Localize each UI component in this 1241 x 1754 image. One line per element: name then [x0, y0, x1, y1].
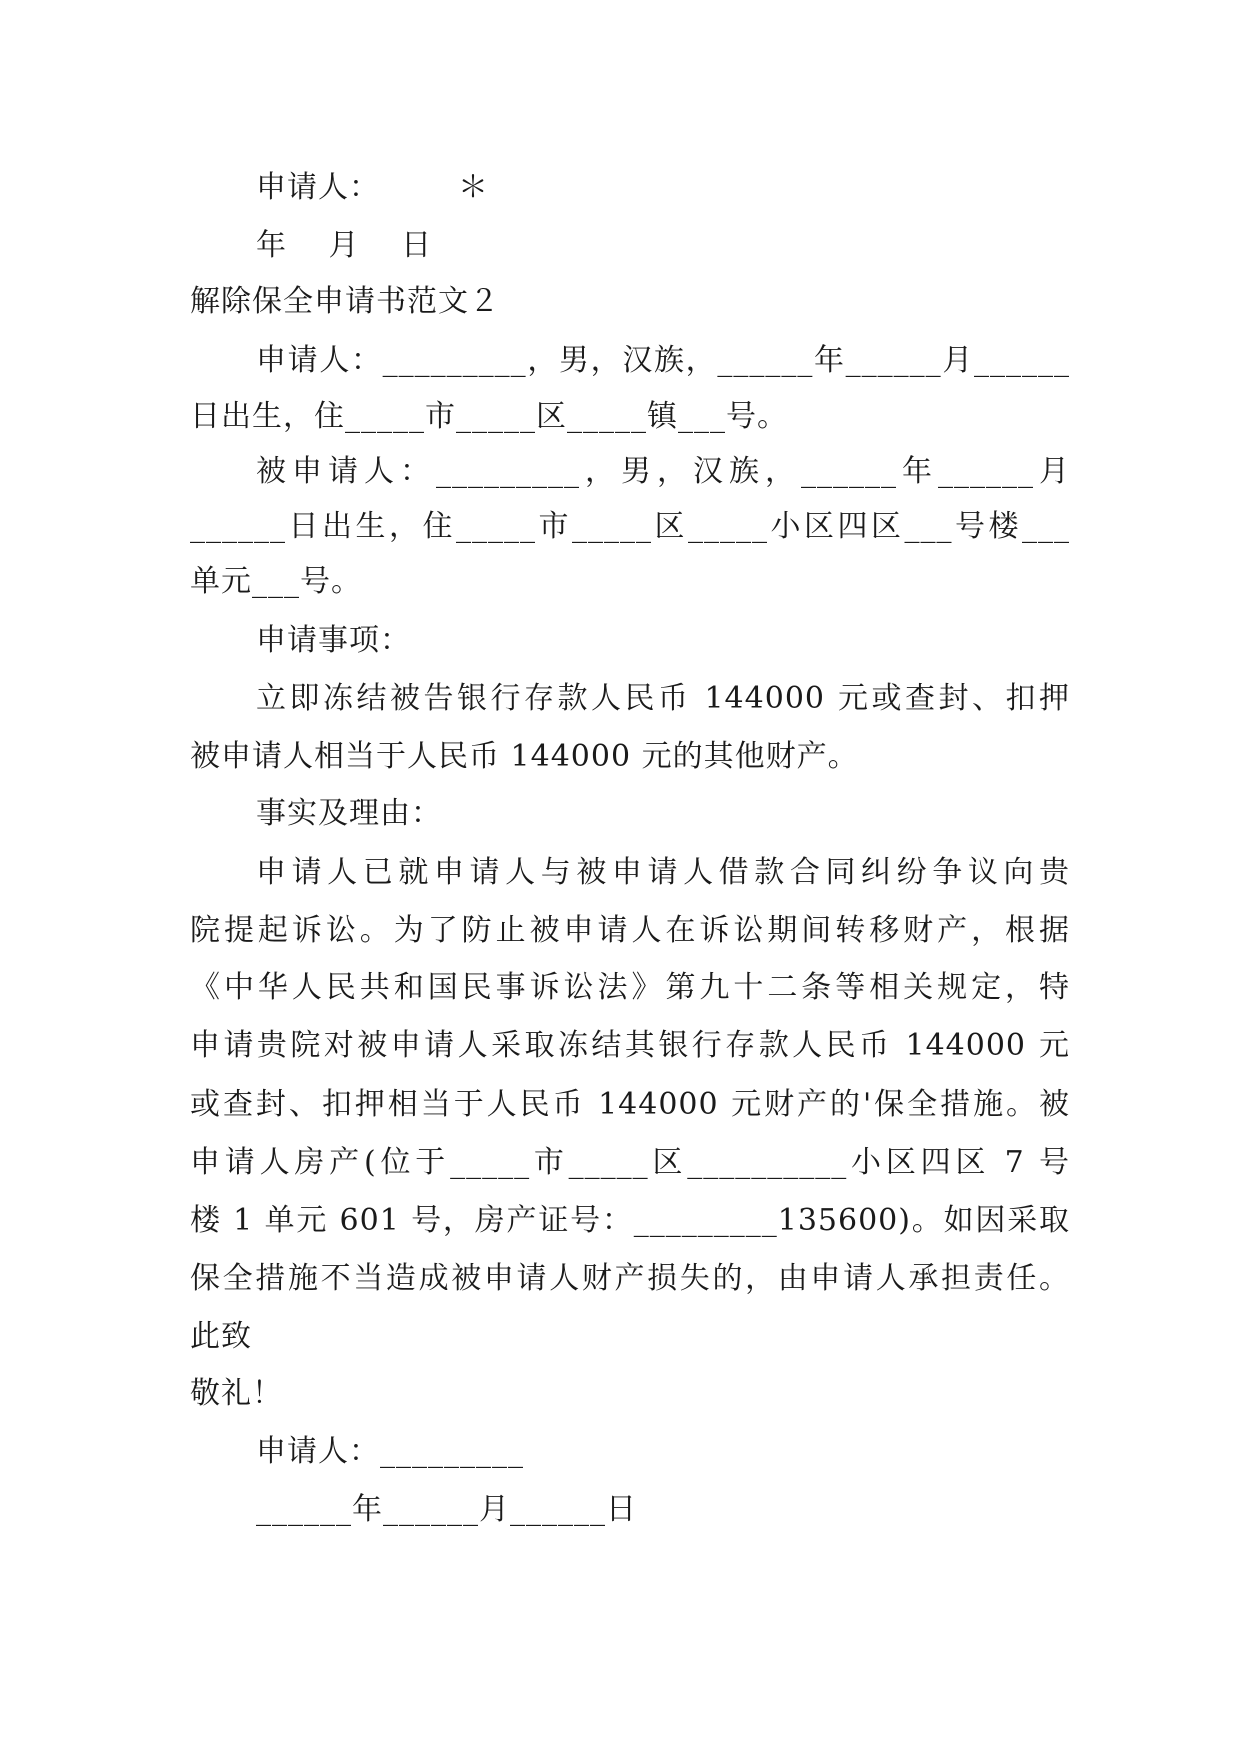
reasons-text-line: 院提起诉讼。为了防止被申请人在诉讼期间转移财产，根据	[190, 913, 1070, 948]
respondent-unit-line: 单元___号。	[190, 564, 362, 599]
signature-line: 申请人：_________	[256, 1434, 524, 1469]
request-text-line: 被申请人相当于人民币 144000 元的其他财产。	[190, 739, 859, 774]
reasons-text-line: 申请贵院对被申请人采取冻结其银行存款人民币 144000 元	[190, 1028, 1070, 1063]
applicant-address-line: 日出生，住_____市_____区_____镇___号。	[190, 399, 788, 434]
reasons-heading: 事实及理由：	[256, 796, 442, 831]
respondent-info-line: 被申请人：_________，男，汉族，______年______月	[256, 454, 1070, 489]
reasons-text-line: 或查封、扣押相当于人民币 144000 元财产的'保全措施。被	[190, 1087, 1070, 1122]
reasons-text-line: 楼 1 单元 601 号，房产证号：_________135600)。如因采取	[190, 1203, 1070, 1238]
section-title: 解除保全申请书范文２	[190, 284, 500, 319]
signature-applicant-line: 申请人： ＊	[256, 170, 489, 205]
request-heading: 申请事项：	[256, 623, 411, 658]
closing-line: 此致	[190, 1319, 252, 1354]
date-line: 年 月 日	[256, 228, 433, 263]
reasons-text-line: 《中华人民共和国民事诉讼法》第九十二条等相关规定，特	[190, 970, 1070, 1005]
applicant-info-line: 申请人：_________，男，汉族，______年______月______	[256, 343, 1070, 378]
reasons-text-line: 申请人房产(位于_____市_____区__________小区四区 7 号	[190, 1145, 1070, 1180]
salutation-line: 敬礼！	[190, 1376, 283, 1411]
request-text-line: 立即冻结被告银行存款人民币 144000 元或查封、扣押	[256, 681, 1070, 716]
respondent-address-line: ______日出生，住_____市_____区_____小区四区___号楼___	[190, 509, 1070, 544]
reasons-text-line: 保全措施不当造成被申请人财产损失的，由申请人承担责任。	[190, 1261, 1070, 1296]
date-blank-line: ______年______月______日	[256, 1492, 637, 1527]
reasons-text-line: 申请人已就申请人与被申请人借款合同纠纷争议向贵	[256, 855, 1070, 890]
